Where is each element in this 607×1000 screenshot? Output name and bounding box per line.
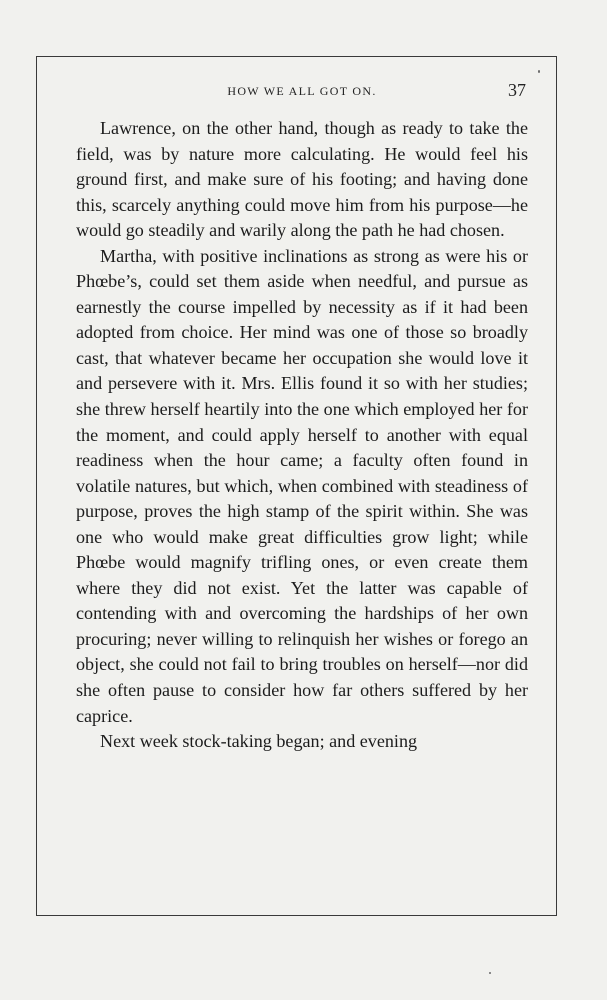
- paragraph-martha: Martha, with positive inclinations as strong as were his or Phœbe’s, could set them aside when needful, and pursue as earnestly the course impelled by necessity as if it had been adopted from choice. Her mind was one of those so broadly cast, that whatever became her occupation she would love it and persevere with it. Mrs. Ellis found it so with her studies; she threw herself heartily into the one which employed her for the moment, and could apply herself to another with equal readiness when the hour came; a faculty often found in volatile natures, but which, when combined with steadiness of purpose, proves the high stamp of the spirit within. She was one who would make great difficulties grow light; while Phœbe would magnify trifling ones, or even create them where they did not exist. Yet the latter was capable of contending with and overcoming the hardships of her own procuring; never willing to relinquish her wishes or forego an object, she could not fail to bring troubles on herself—nor did she often pause to consider how far others suffered by her caprice.: [76, 245, 528, 726]
- paragraph-stock-taking: Next week stock-taking began; and evening: [100, 731, 418, 752]
- page-number: 37: [508, 80, 526, 100]
- paper-speck: [489, 972, 491, 974]
- running-head: [78, 80, 526, 104]
- paper-speck: [538, 70, 540, 73]
- paragraph-lawrence: Lawrence, on the other hand, though as ready to take the field, was by nature more calculating. He would feel his ground first, and make sure of his footing; and having done this, scarcely anything could move him from his purpose—he would go steadily and warily along the path he had chosen.: [76, 118, 528, 241]
- running-title: HOW WE ALL GOT ON.: [227, 84, 377, 98]
- body-text: [76, 116, 528, 755]
